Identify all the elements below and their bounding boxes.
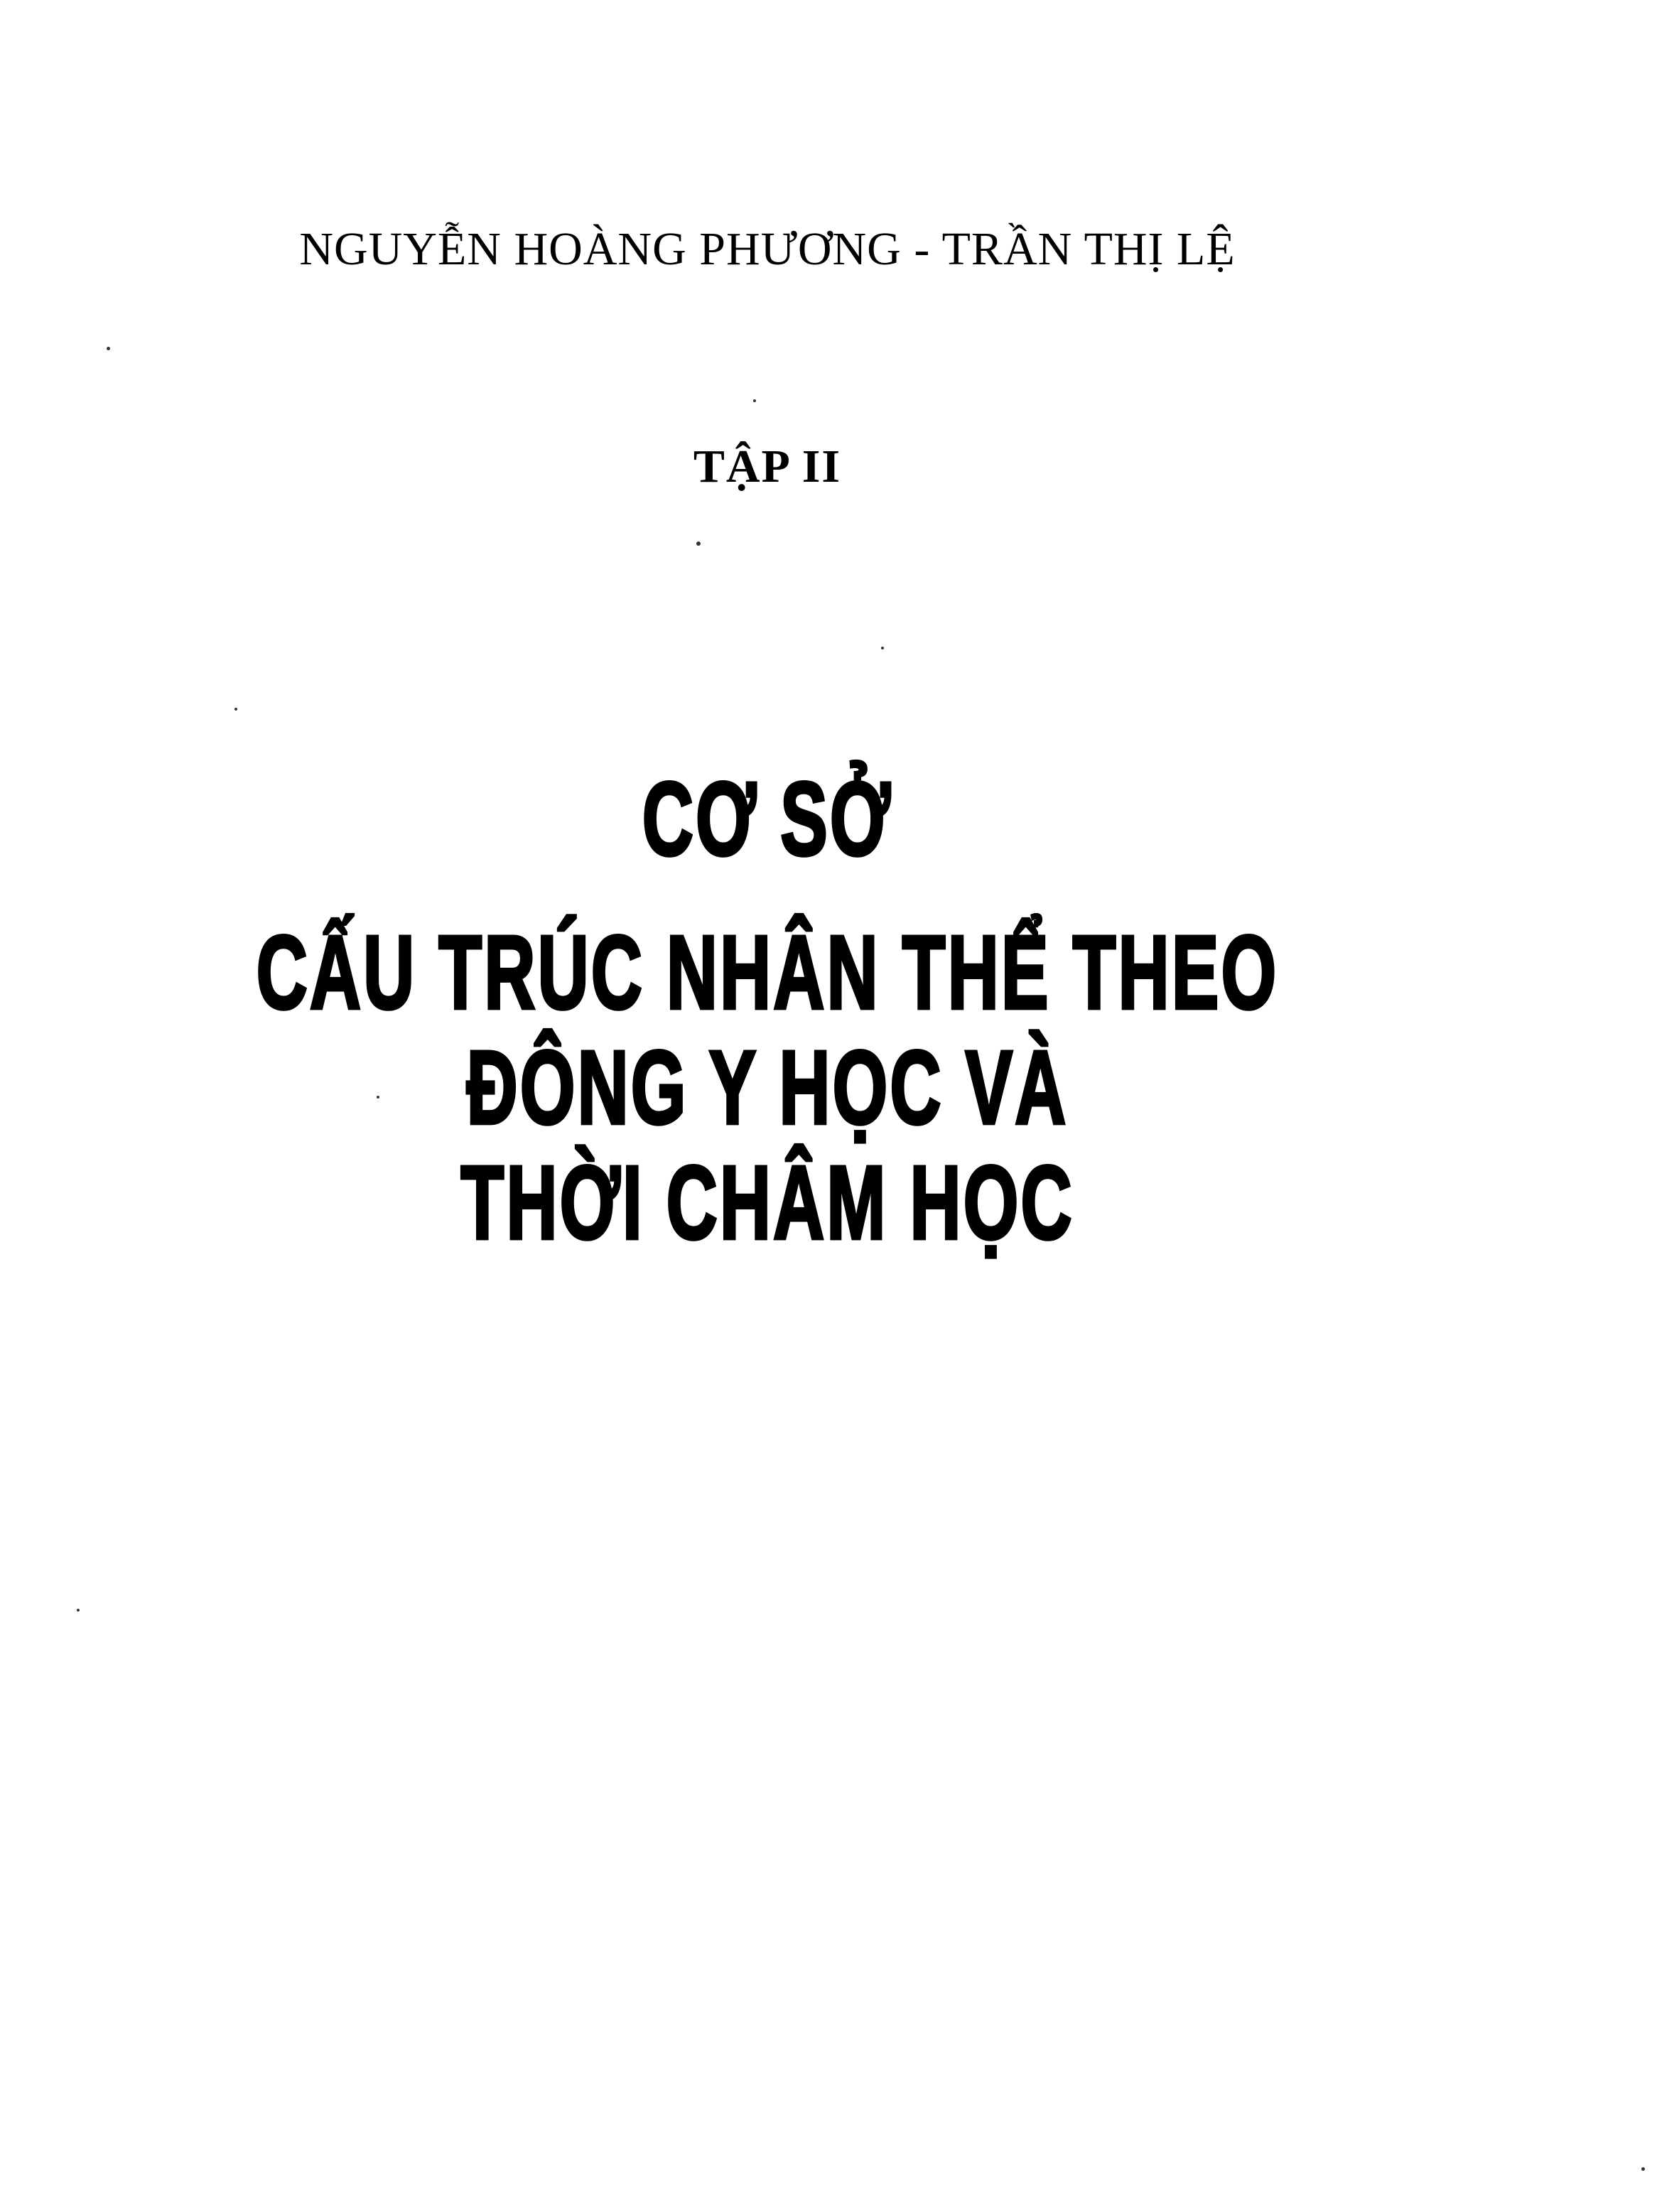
scan-speck [753,399,756,402]
title-line-1: CƠ SỞ [642,760,893,878]
scan-speck [696,541,701,546]
book-title [0,760,1535,1262]
title-line-2: CẤU TRÚC NHÂN THỂ THEO [256,914,1279,1032]
scan-speck [107,347,110,350]
scan-speck [77,1609,80,1612]
scan-speck [377,1096,379,1099]
scan-speck [234,708,237,711]
scan-speck [881,647,884,649]
scan-speck [1641,2167,1645,2171]
authors-line: NGUYỄN HOÀNG PHƯƠNG - TRẦN THỊ LỆ [299,223,1236,275]
volume-label: TẬP II [693,441,842,492]
title-line-3: ĐÔNG Y HỌC VÀ [466,1029,1069,1147]
title-line-4: THỜI CHÂM HỌC [460,1144,1074,1262]
